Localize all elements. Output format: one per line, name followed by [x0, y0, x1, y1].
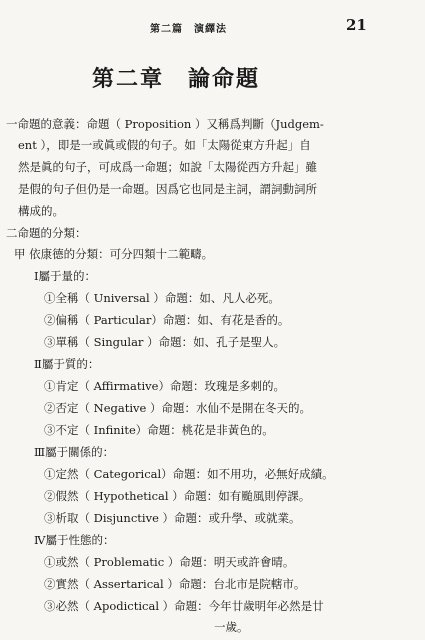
subsection-kant: 甲 依康德的分類：可分四類十二範疇。	[14, 247, 214, 261]
category-modality: Ⅳ屬于性態的：	[34, 533, 115, 547]
text-line-5: 構成的。	[18, 204, 64, 218]
item-particular: ②偏稱（ Particular）命題：如、有花是香的。	[44, 313, 290, 327]
item-universal: ①全稱（ Universal ）命題：如、凡人必死。	[44, 291, 280, 305]
category-quantity: Ⅰ屬于量的：	[34, 269, 97, 283]
item-affirmative: ①肯定（ Affirmative）命題：玫瑰是多刺的。	[44, 379, 285, 393]
text-line-continuation: 一歲。	[214, 620, 249, 634]
chapter-title: 第二章 論命題	[92, 66, 261, 92]
page-number: 21	[346, 16, 367, 34]
category-relation: Ⅲ屬于關係的：	[34, 445, 115, 459]
item-singular: ③單稱（ Singular ）命題：如、孔子是聖人。	[44, 335, 286, 349]
item-hypothetical: ②假然（ Hypothetical ）命題：如有颱風則停課。	[44, 489, 311, 503]
text-line-1: 一命題的意義：命題（ Proposition ）又稱爲判斷（Judgem-	[6, 117, 324, 131]
item-categorical: ①定然（ Categorical）命題：如不用功，必無好成績。	[44, 467, 334, 481]
item-problematic: ①或然（ Problematic ）命題：明天或許會晴。	[44, 555, 295, 569]
category-quality: Ⅱ屬于質的：	[34, 357, 100, 371]
section-heading-classification: 二命題的分類：	[6, 226, 87, 240]
item-disjunctive: ③析取（ Disjunctive ）命題：或升學、或就業。	[44, 511, 301, 525]
item-infinite: ③不定（ Infinite）命題：桃花是非黃色的。	[44, 423, 274, 437]
text-line-3: 然是眞的句子，可成爲一命題；如說「太陽從西方升起」雖	[18, 160, 317, 174]
item-assertorical: ②實然（ Assertarical ）命題：台北市是院轄市。	[44, 577, 306, 591]
text-line-4: 是假的句子但仍是一命題。因爲它也同是主詞，謂詞動詞所	[18, 182, 317, 196]
item-apodictical: ③必然（ Apodictical ）命題：今年廿歲明年必然是廿	[44, 599, 324, 613]
item-negative: ②否定（ Negative ）命題：水仙不是開在冬天的。	[44, 401, 311, 415]
text-line-2: ent ），即是一或眞或假的句子。如「太陽從東方升起」自	[18, 138, 311, 152]
running-header: 第二篇 演繹法	[150, 24, 227, 35]
